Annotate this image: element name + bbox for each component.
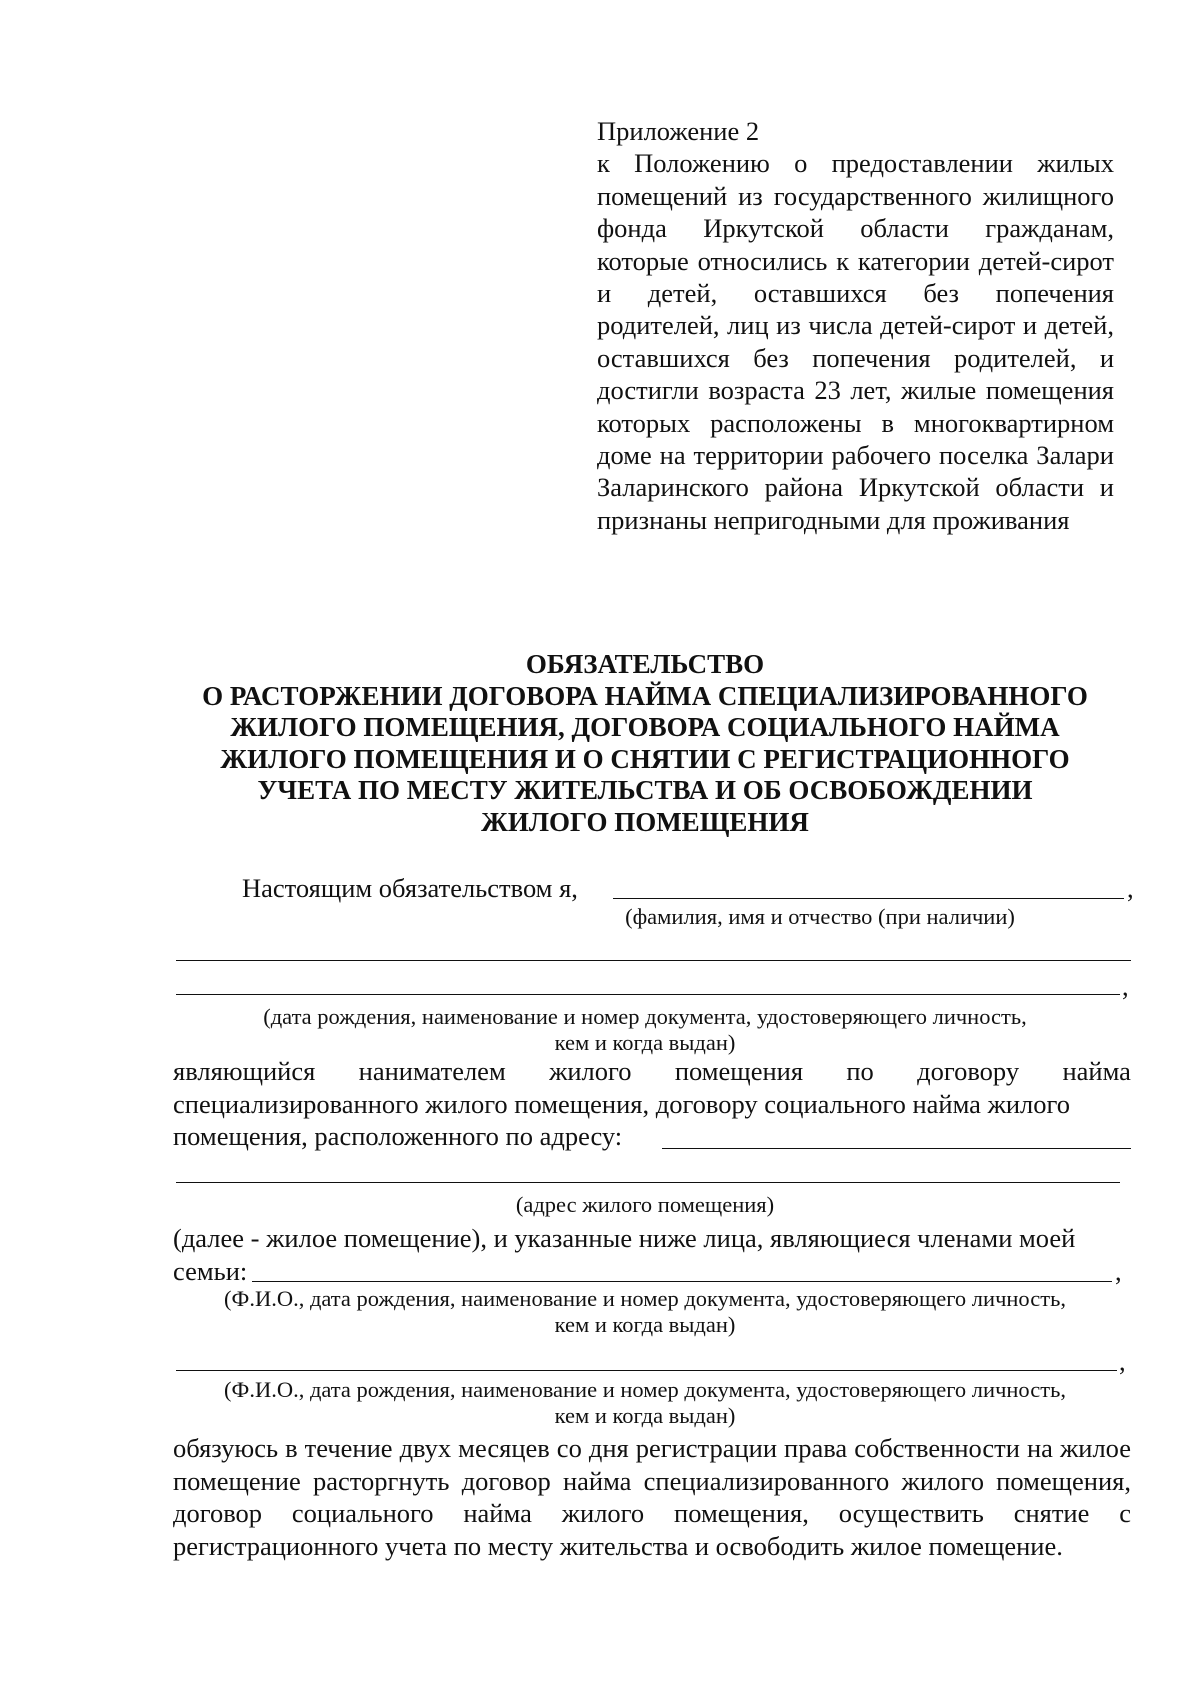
address-blank	[176, 1182, 1120, 1183]
comma: ,	[1119, 1346, 1126, 1376]
personal-data-blank	[176, 960, 1131, 961]
family-blank	[176, 1370, 1117, 1371]
appendix-title: Приложение 2	[597, 116, 760, 146]
intro-text: Настоящим обязательством я,	[242, 873, 578, 903]
family-caption-2	[160, 1377, 1130, 1429]
appendix-text: к Положению о предоставлении жилых помещений из государственного жилищного фонда Иркутской области гражданам, которые относились к категории детей-сирот и детей, оставшихся без попечения родителей, лиц из числа детей-сирот и детей, оставшихся без попечения родителей, и достигли возраста 23 лет, жилые помещения которых расположены в многоквартирном доме на территории рабочего поселка Залари Заларинского района Иркутской области и признаны непригодными для проживания	[597, 148, 1114, 535]
tenant-line-2: специализированного жилого помещения, договору социального найма жилого	[173, 1088, 1070, 1119]
personal-data-blank	[176, 994, 1120, 995]
name-blank	[613, 898, 1124, 899]
id-caption-line: кем и когда выдан)	[554, 1030, 736, 1055]
obligation-paragraph: обязуюсь в течение двух месяцев со дня регистрации права собственности на жилое помещение расторгнуть договор найма специализированного жилого помещения, договор социального найма жилого помещения, осуществить снятие с регистрационного учета по месту жительства и освободить жилое помещение.	[173, 1433, 1131, 1561]
id-caption	[160, 1004, 1130, 1056]
family-caption-line: (Ф.И.О., дата рождения, наименование и номер документа, удостоверяющего личность,	[224, 1286, 1066, 1311]
name-caption: (фамилия, имя и отчество (при наличии)	[625, 904, 1015, 929]
comma: ,	[1127, 873, 1134, 903]
id-caption-line: (дата рождения, наименование и номер документа, удостоверяющего личность,	[263, 1004, 1027, 1029]
tenant-line-1	[173, 1055, 1131, 1088]
heading-line: ЖИЛОГО ПОМЕЩЕНИЯ И О СНЯТИИ С РЕГИСТРАЦИОННОГО	[220, 743, 1070, 774]
document-heading	[160, 649, 1130, 838]
address-blank	[662, 1148, 1131, 1149]
word: найма	[1062, 1056, 1131, 1086]
comma: ,	[1115, 1256, 1122, 1286]
tenant-line-3: помещения, расположенного по адресу:	[173, 1121, 623, 1151]
family-caption-line: кем и когда выдан)	[554, 1403, 736, 1428]
family-caption-line: кем и когда выдан)	[554, 1312, 736, 1337]
word: по	[846, 1056, 874, 1086]
heading-line: ЖИЛОГО ПОМЕЩЕНИЯ, ДОГОВОРА СОЦИАЛЬНОГО НАЙМА	[230, 712, 1060, 742]
heading-line: ОБЯЗАТЕЛЬСТВО	[525, 649, 765, 679]
appendix-block	[597, 115, 1114, 536]
word: помещения	[674, 1056, 804, 1086]
family-caption-line: (Ф.И.О., дата рождения, наименование и номер документа, удостоверяющего личность,	[224, 1377, 1066, 1402]
family-caption	[160, 1286, 1130, 1338]
word: договору	[917, 1056, 1020, 1086]
heading-line: ЖИЛОГО ПОМЕЩЕНИЯ	[481, 806, 809, 837]
heading-line: О РАСТОРЖЕНИИ ДОГОВОРА НАЙМА СПЕЦИАЛИЗИРОВАННОГО	[202, 680, 1088, 711]
word: являющийся	[173, 1056, 316, 1086]
word: нанимателем	[358, 1056, 506, 1086]
family-blank	[252, 1281, 1112, 1282]
address-caption: (адрес жилого помещения)	[515, 1192, 775, 1217]
heading-line: УЧЕТА ПО МЕСТУ ЖИТЕЛЬСТВА И ОБ ОСВОБОЖДЕНИИ	[257, 775, 1033, 805]
comma: ,	[1122, 971, 1129, 1001]
tenant-paragraph	[173, 1055, 1131, 1153]
word: жилого	[549, 1056, 632, 1086]
family-line-1: (далее - жилое помещение), и указанные ниже лица, являющиеся членами моей	[173, 1223, 1076, 1253]
family-line-2: семьи:	[173, 1256, 248, 1286]
